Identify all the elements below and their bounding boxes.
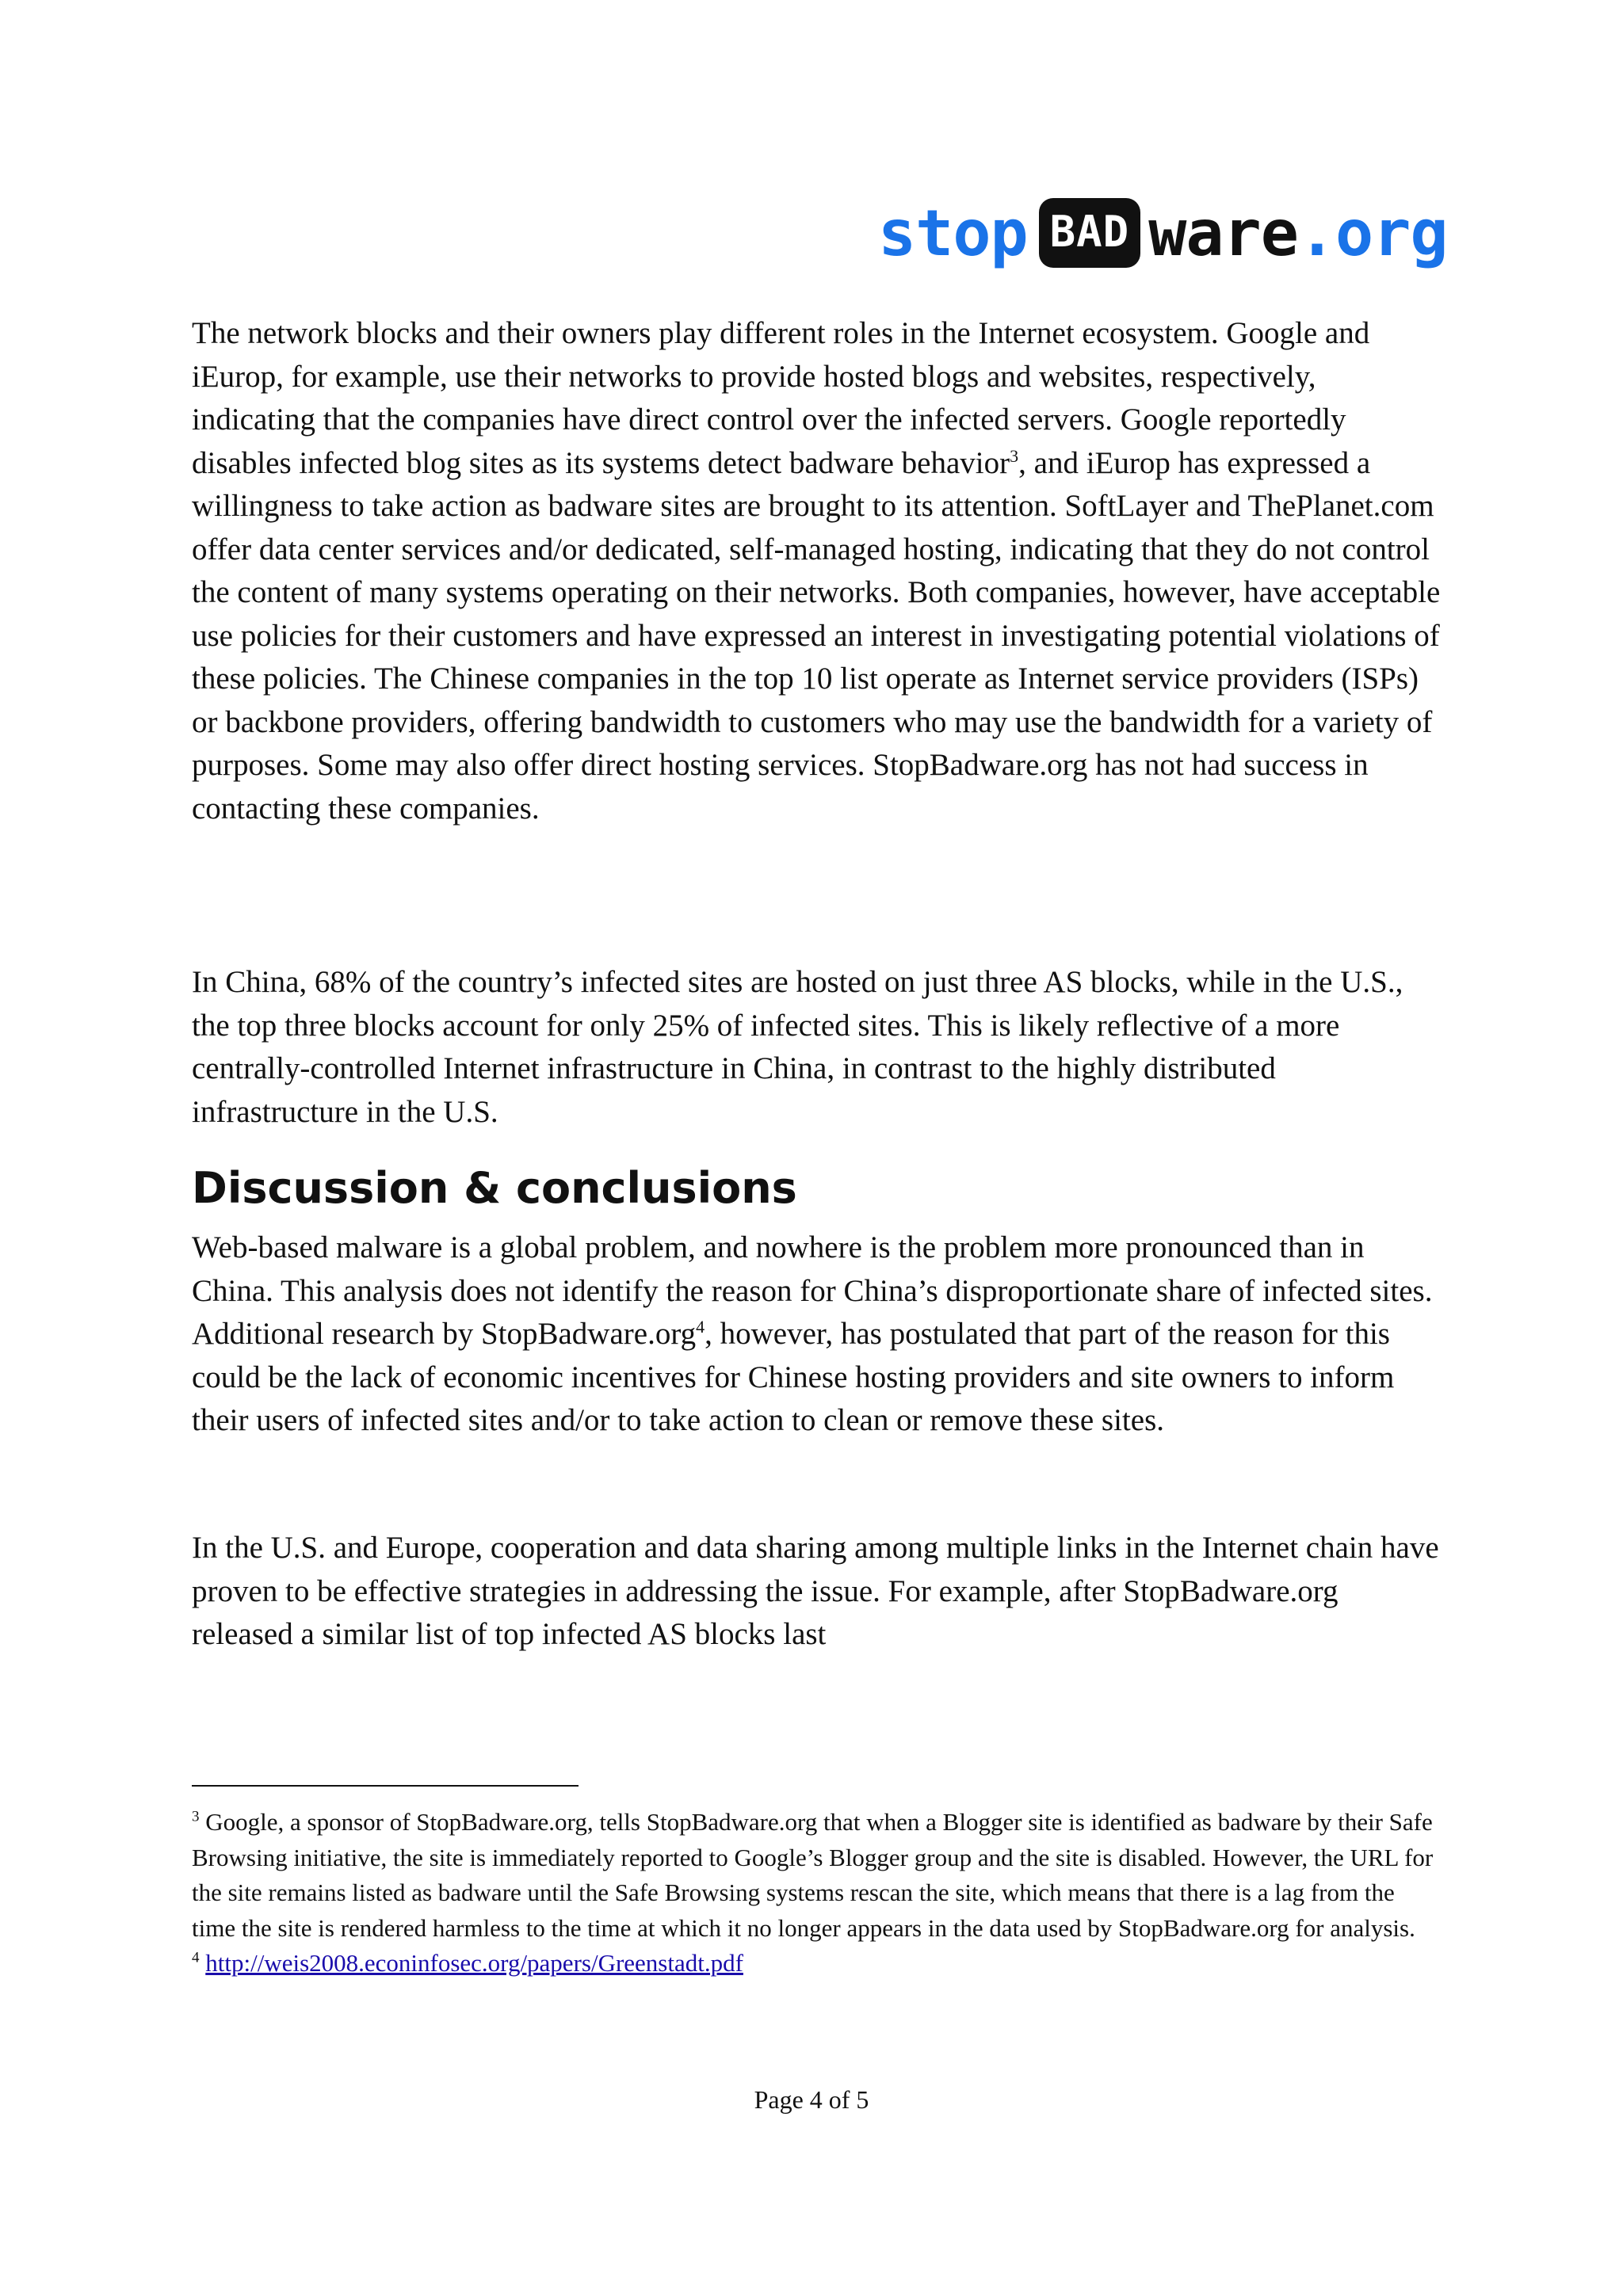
paragraph-text: Web-based malware is a global problem, and nowhere is the problem more pronounced than in China. This analysis does not identify the reason for China’s disproportionate share of infected sites. Additional research by StopBadware.org: [192, 1230, 1433, 1351]
logo-org: org: [1335, 196, 1448, 270]
footnote-4: [192, 1946, 1444, 1981]
paragraph-network-blocks: [192, 312, 1444, 830]
footnote-ref-3[interactable]: 3: [1010, 445, 1019, 466]
footnotes: [192, 1805, 1444, 1981]
paragraph-text: , however, has postulated that part of the reason for this could be the lack of economic incentives for Chinese hosting providers and site owners to inform their users of infected sites and/or to take action to clean or remove these sites.: [192, 1317, 1395, 1437]
paragraph-text: , and iEurop has expressed a willingness to take action as badware sites are brought to its attention. SoftLayer and ThePlanet.com offer data center services and/or dedicated, self-managed hosting, indicating that they do not control the content of many systems operating on their networks. Both companies, however, have acceptable use policies for their customers and have expressed an interest in investigating potential violations of these policies. The Chinese companies in the top 10 list operate as Internet service providers (ISPs) or backbone providers, offering bandwidth to customers who may use the bandwidth for a variety of purposes. Some may also offer direct hosting services. StopBadware.org has not had success in contacting these companies.: [192, 445, 1441, 826]
logo-dot: .: [1297, 196, 1336, 270]
footnote-ref-4[interactable]: 4: [696, 1317, 705, 1337]
page-number: Page 4 of 5: [754, 2085, 869, 2114]
paragraph-web-based-malware: [192, 1226, 1444, 1443]
footnote-number: 4: [192, 1949, 200, 1966]
logo-bad-box: BAD: [1039, 198, 1141, 268]
stopbadware-logo: [878, 194, 1448, 272]
footnote-divider: [192, 1785, 579, 1787]
section-heading: Discussion & conclusions: [192, 1163, 797, 1213]
paragraph-us-europe: In the U.S. and Europe, cooperation and data sharing among multiple links in the Internet chain have proven to be effective strategies in addressing the issue. For example, after StopBadware.org released a similar list of top infected AS blocks last: [192, 1531, 1439, 1651]
logo-stop: stop: [878, 196, 1028, 270]
footnote-text: Google, a sponsor of StopBadware.org, tells StopBadware.org that when a Blogger site is identified as badware by their Safe Browsing initiative, the site is immediately reported to Google’s Blogger group and the site is disabled. However, the URL for the site remains listed as badware until the Safe Browsing systems rescan the site, which means that there is a lag from the time the site is rendered harmless to the time at which it no longer appears in the data used by StopBadware.org for analysis.: [192, 1808, 1434, 1942]
paragraph-china-as-blocks: In China, 68% of the country’s infected sites are hosted on just three AS blocks, while in the U.S., the top three blocks account for only 25% of infected sites. This is likely reflective of a more centrally-controlled Internet infrastructure in China, in contrast to the highly distributed infrastructure in the U.S.: [192, 965, 1403, 1129]
logo-ware: ware: [1148, 196, 1298, 270]
footnote-number: 3: [192, 1808, 200, 1825]
footnote-3: [192, 1805, 1444, 1946]
paragraph-text: The network blocks and their owners play different roles in the Internet ecosystem. Google and iEurop, for example, use their networks to provide hosted blogs and websites, respectively, indicating that the companies have direct control over the infected servers. Google reportedly disables infected blog sites as its systems detect badware behavior: [192, 316, 1370, 480]
footnote-link[interactable]: http://weis2008.econinfosec.org/papers/Greenstadt.pdf: [205, 1949, 743, 1977]
